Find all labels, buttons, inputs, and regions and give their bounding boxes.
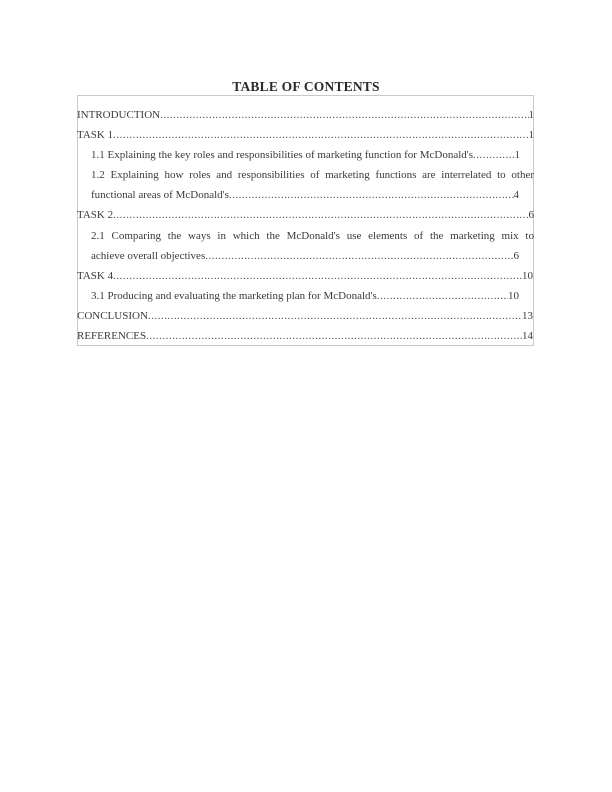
toc-entry-3-1[interactable] <box>91 286 519 306</box>
toc-entry-1-2[interactable] <box>91 165 534 205</box>
toc-entry-conclusion[interactable] <box>77 306 533 326</box>
toc-page-number: 1 <box>528 129 534 141</box>
toc-entry-1-1[interactable] <box>91 145 520 165</box>
toc-leader-dots <box>113 205 528 225</box>
toc-entry-task-1[interactable] <box>77 125 534 145</box>
toc-entry-label: INTRODUCTION <box>77 109 161 121</box>
toc-page-number: 6 <box>528 209 534 221</box>
toc-page-number: 10 <box>508 290 519 302</box>
toc-entry-2-1[interactable] <box>91 226 534 266</box>
toc-leader-dots <box>148 306 522 326</box>
toc-leader-dots <box>160 105 528 125</box>
toc-page-number: 14 <box>522 330 533 342</box>
toc-page-number: 4 <box>513 189 519 201</box>
toc-leader-dots <box>205 246 513 266</box>
toc-entry-task-2[interactable] <box>77 205 534 225</box>
toc-leader-dots <box>113 266 522 286</box>
toc-entry-introduction[interactable] <box>77 105 534 125</box>
toc-page-number: 13 <box>522 310 533 322</box>
toc-page-number: 1 <box>514 149 520 161</box>
toc-leader-dots <box>473 145 514 165</box>
toc-entry-label: REFERENCES <box>77 330 147 342</box>
toc-leader-dots <box>146 326 522 346</box>
toc-title: TABLE OF CONTENTS <box>232 79 380 94</box>
toc-entry-references[interactable] <box>77 326 533 346</box>
toc-entry-label-line2: functional areas of McDonald's <box>91 189 229 201</box>
toc-entry-label-line2: achieve overall objectives <box>91 250 206 262</box>
toc-leader-dots <box>229 185 514 205</box>
toc-entry-label: CONCLUSION <box>77 310 148 322</box>
toc-entry-label-line1: 2.1 Comparing the ways in which the McDonald's use elements of the marketing mix to <box>91 230 534 242</box>
toc-leader-dots <box>113 125 528 145</box>
toc-page-number: 10 <box>522 270 533 282</box>
toc-entry-label: TASK 2 <box>77 209 114 221</box>
toc-leader-dots <box>377 286 508 306</box>
toc-page-number: 6 <box>513 250 519 262</box>
toc-entry-label-line1: 1.2 Explaining how roles and responsibilities of marketing functions are interrelated to other <box>91 169 534 181</box>
toc-entry-task-4[interactable] <box>77 266 533 286</box>
toc-entry-label: TASK 4 <box>77 270 114 282</box>
toc-entry-label: 3.1 Producing and evaluating the marketing plan for McDonald's <box>91 290 377 302</box>
toc-entry-label: 1.1 Explaining the key roles and responsibilities of marketing function for McDonald's <box>91 149 474 161</box>
toc-entry-label: TASK 1 <box>77 129 114 141</box>
toc-page-number: 1 <box>528 109 534 121</box>
